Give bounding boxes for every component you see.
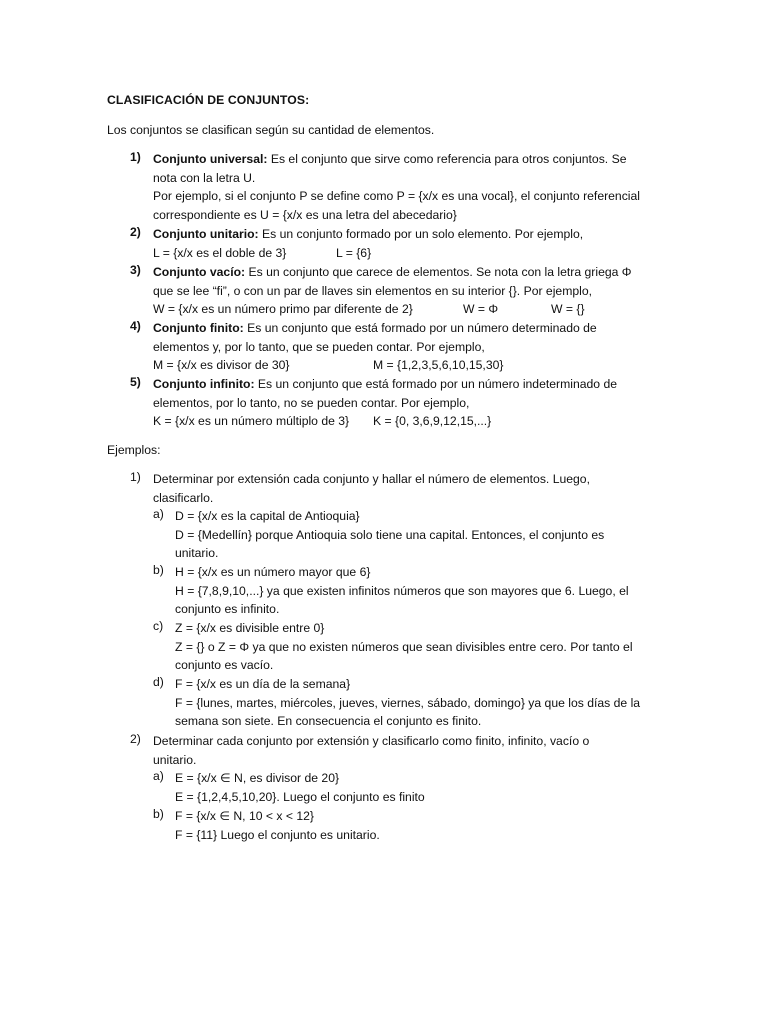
definition-text: Es el conjunto que sirve como referencia para otros conjuntos. Se — [267, 152, 627, 166]
sub-item-letter: b) — [153, 563, 164, 577]
sub-item-letter: d) — [153, 675, 164, 689]
sub-item-line: F = {lunes, martes, miércoles, jueves, viernes, sábado, domingo} ya que los días de la — [175, 695, 641, 710]
item-number: 1) — [130, 150, 141, 164]
example-line — [153, 356, 597, 375]
example-set: M = {1,2,3,5,6,10,15,30} — [373, 358, 504, 373]
definition-line: nota con la letra U. — [153, 170, 256, 185]
definition-line — [153, 150, 640, 169]
sub-item-line: conjunto es infinito. — [175, 602, 280, 617]
sub-item-letter: b) — [153, 807, 164, 821]
sub-item-line: H = {x/x es un número mayor que 6} — [175, 565, 371, 579]
sub-item-letter: a) — [153, 507, 164, 521]
definition-line — [153, 225, 583, 244]
term-label: Conjunto finito: — [153, 321, 244, 335]
term-label: Conjunto universal: — [153, 152, 268, 166]
definition-line — [153, 319, 597, 338]
sub-item-line: E = {1,2,4,5,10,20}. Luego el conjunto es finito — [175, 789, 425, 804]
instruction-line: Determinar cada conjunto por extensión y clasificarlo como finito, infinito, vacío o — [153, 734, 590, 748]
example-line — [153, 300, 632, 319]
instruction-line: unitario. — [153, 752, 197, 767]
example-set: L = {x/x es el doble de 3} — [153, 245, 287, 260]
intro-paragraph: Los conjuntos se clasifican según su cantidad de elementos. — [107, 123, 435, 137]
sub-item-letter: a) — [153, 769, 164, 783]
example-set: K = {x/x es un número múltiplo de 3} — [153, 414, 350, 429]
sub-item-line: F = {11} Luego el conjunto es unitario. — [175, 827, 380, 842]
definition-text: Es un conjunto que carece de elementos. Se nota con la letra griega Φ — [245, 265, 632, 279]
definition-line: Por ejemplo, si el conjunto P se define como P = {x/x es una vocal}, el conjunto referencial — [153, 189, 640, 204]
sub-item-line: unitario. — [175, 546, 219, 561]
definition-line: correspondiente es U = {x/x es una letra del abecedario} — [153, 208, 457, 223]
instruction-line: Determinar por extensión cada conjunto y hallar el número de elementos. Luego, — [153, 472, 590, 486]
example-line — [153, 412, 617, 431]
item-number: 5) — [130, 375, 141, 389]
definition-text: Es un conjunto formado por un solo elemento. Por ejemplo, — [258, 227, 584, 241]
sub-item-letter: c) — [153, 619, 164, 633]
item-number: 3) — [130, 263, 141, 277]
definition-line — [153, 263, 632, 282]
item-number: 1) — [130, 470, 141, 484]
sub-item-line: conjunto es vacío. — [175, 658, 274, 673]
example-set: K = {0, 3,6,9,12,15,...} — [373, 414, 492, 429]
definition-line: elementos, por lo tanto, no se pueden contar. Por ejemplo, — [153, 395, 470, 410]
definition-text: Es un conjunto que está formado por un número determinado de — [243, 321, 597, 335]
examples-heading: Ejemplos: — [107, 443, 161, 457]
term-label: Conjunto infinito: — [153, 377, 255, 391]
definition-line: elementos y, por lo tanto, que se pueden contar. Por ejemplo, — [153, 339, 485, 354]
sub-item-line: E = {x/x ∈ N, es divisor de 20} — [175, 771, 340, 785]
term-label: Conjunto vacío: — [153, 265, 246, 279]
instruction-line: clasificarlo. — [153, 490, 214, 505]
term-label: Conjunto unitario: — [153, 227, 259, 241]
definition-line — [153, 375, 617, 394]
sub-item-line: D = {Medellín} porque Antioquia solo tiene una capital. Entonces, el conjunto es — [175, 527, 605, 542]
sub-item-line: F = {x/x ∈ N, 10 < x < 12} — [175, 809, 314, 823]
example-line — [153, 244, 583, 263]
sub-item-line: Z = {} o Z = Φ ya que no existen números que sean divisibles entre cero. Por tanto el — [175, 639, 633, 654]
item-number: 4) — [130, 319, 141, 333]
sub-item-line: Z = {x/x es divisible entre 0} — [175, 621, 325, 635]
definition-text: Es un conjunto que está formado por un número indeterminado de — [254, 377, 618, 391]
sub-item-line: D = {x/x es la capital de Antioquia} — [175, 509, 360, 523]
page-title: CLASIFICACIÓN DE CONJUNTOS: — [107, 93, 310, 107]
item-number: 2) — [130, 732, 141, 746]
sub-item-line: F = {x/x es un día de la semana} — [175, 677, 351, 691]
definition-line: que se lee “fi”, o con un par de llaves sin elementos en su interior {}. Por ejemplo, — [153, 283, 592, 298]
example-set: W = {} — [551, 302, 585, 317]
item-number: 2) — [130, 225, 141, 239]
example-set: W = Φ — [463, 302, 499, 317]
sub-item-line: semana son siete. En consecuencia el conjunto es finito. — [175, 714, 482, 729]
example-set: L = {6} — [336, 245, 372, 260]
example-set: W = {x/x es un número primo par diferente de 2} — [153, 302, 413, 317]
example-set: M = {x/x es divisor de 30} — [153, 358, 290, 373]
sub-item-line: H = {7,8,9,10,...} ya que existen infinitos números que son mayores que 6. Luego, el — [175, 583, 629, 598]
